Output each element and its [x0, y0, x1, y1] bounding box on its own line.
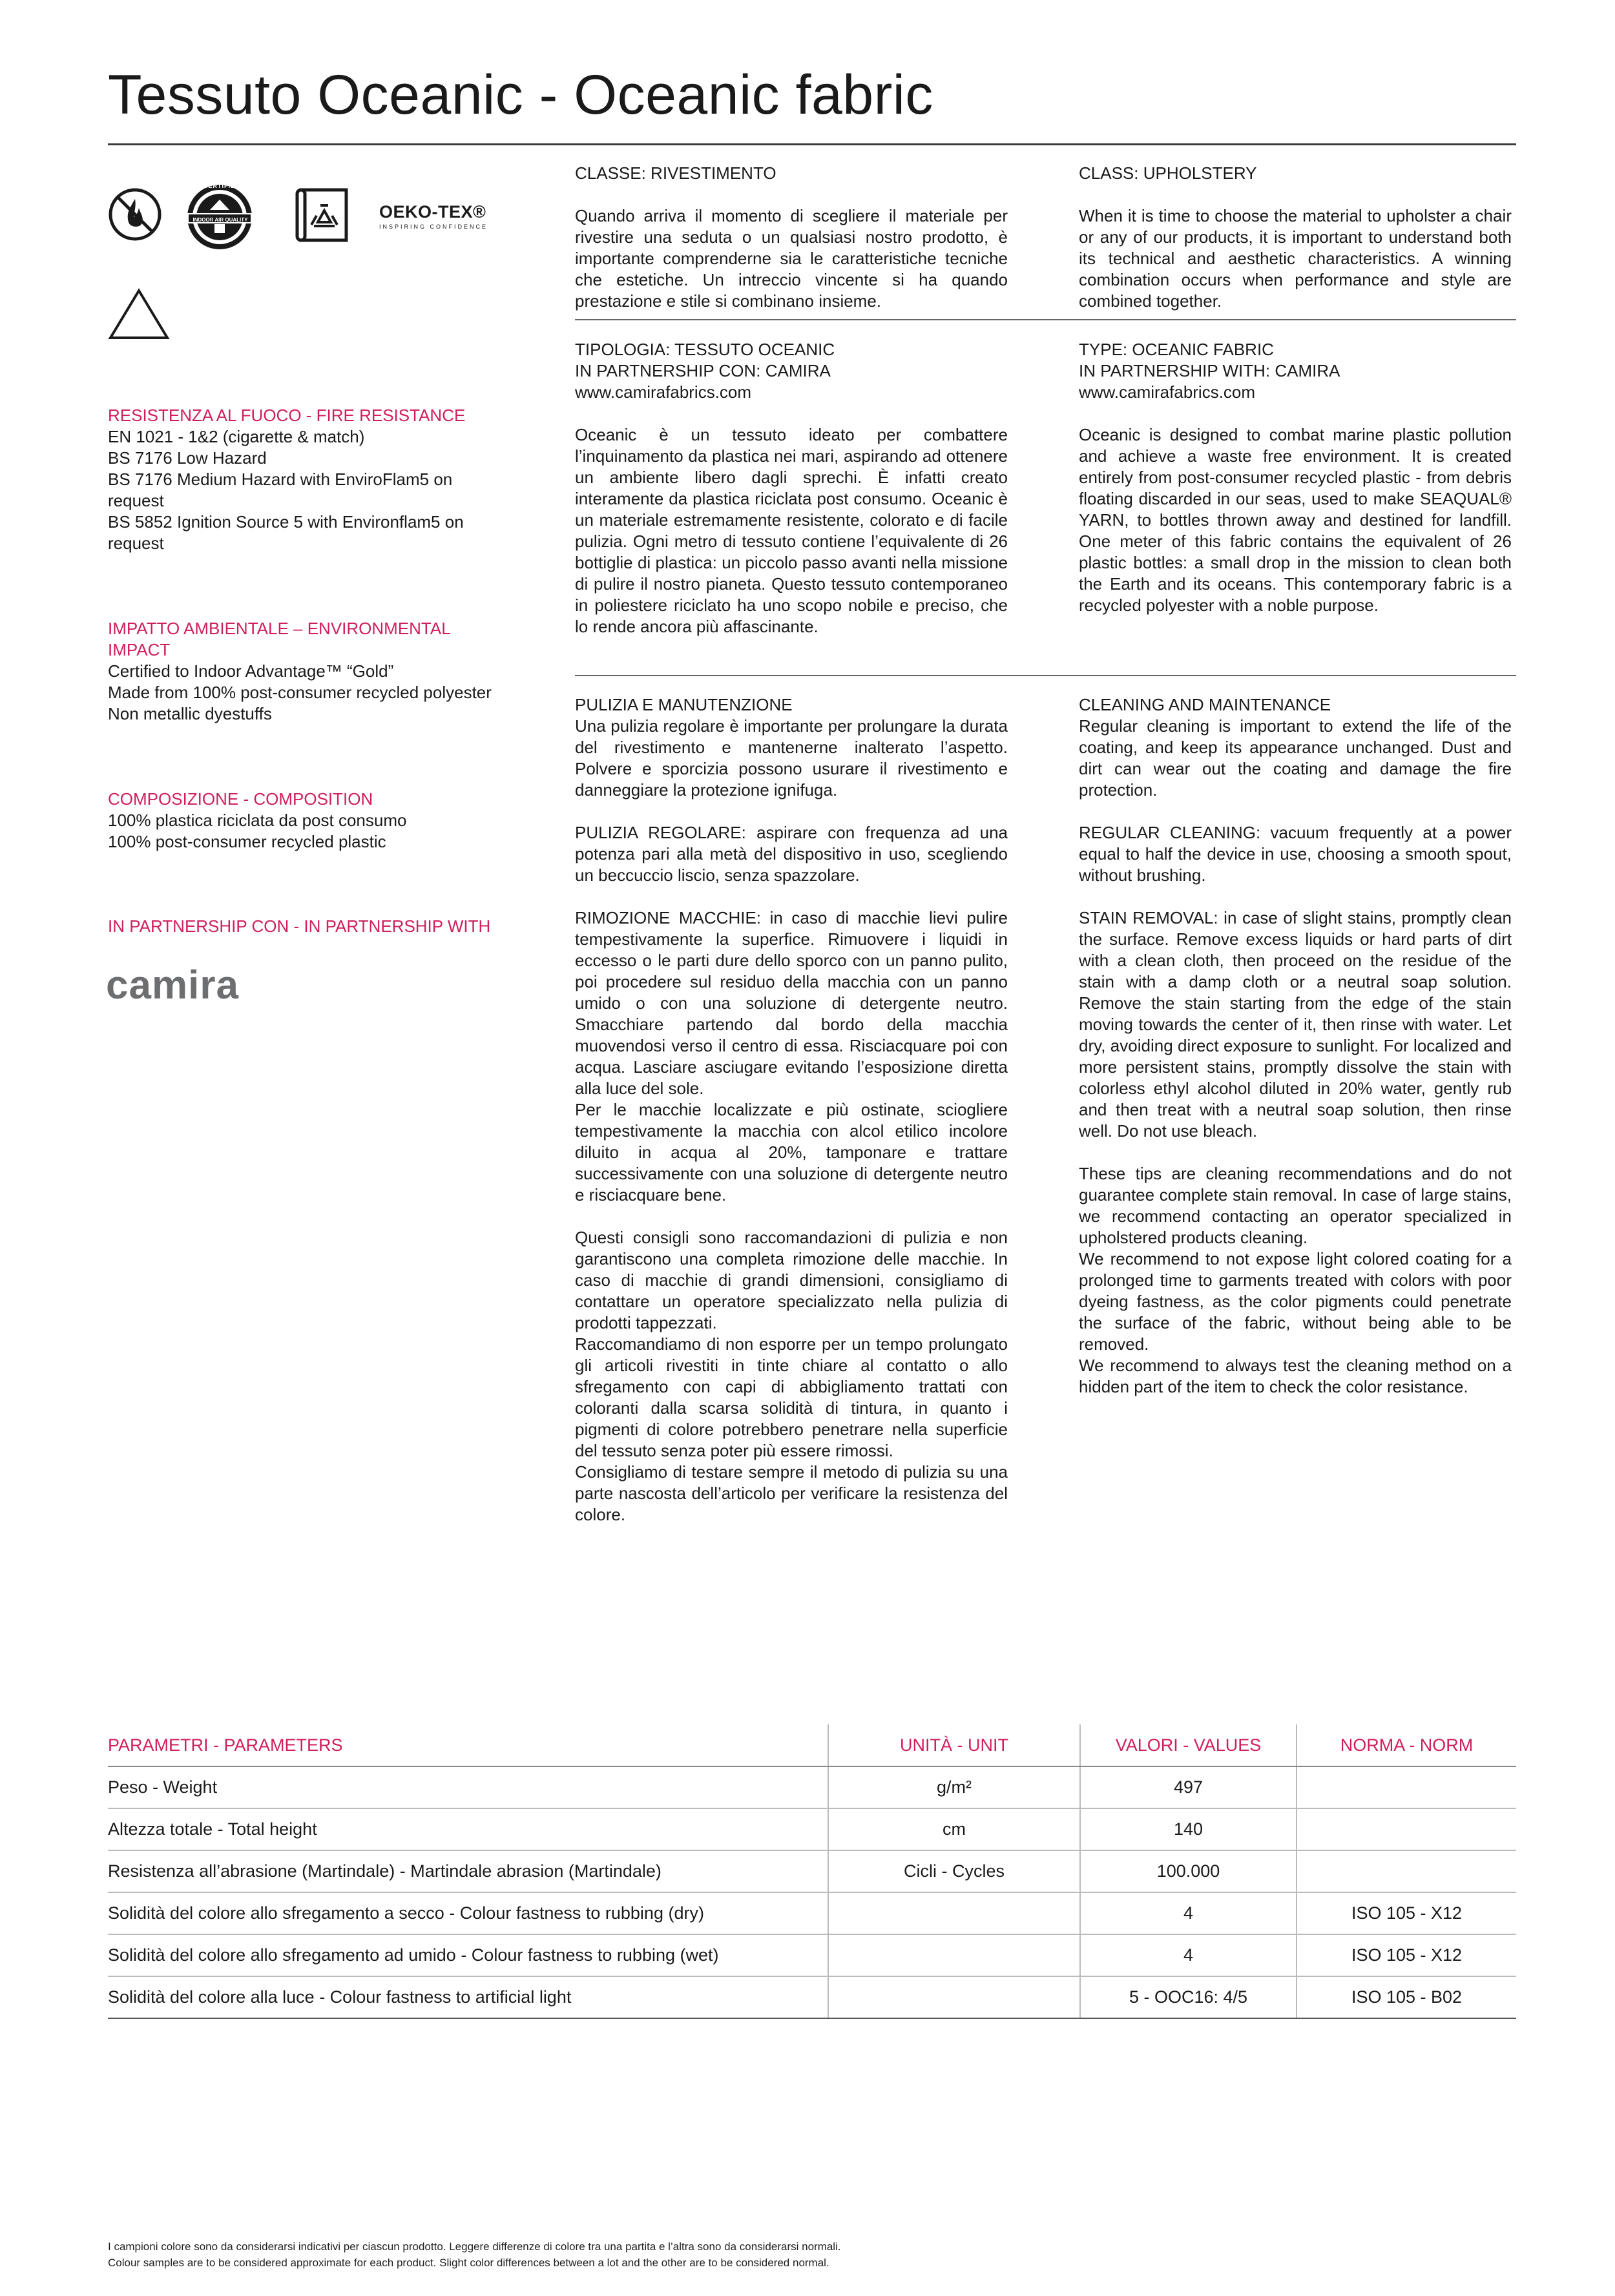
- stain-removal-2-it: Per le macchie localizzate e più ostinate, sciogliere tempestivamente la macchia con alcol etilico incolore diluito in acqua al 20%, tamponare e trattare successivamente con una soluzione di detergente neutro e risciacquare bene.: [575, 1100, 1008, 1205]
- param-unit: [828, 1934, 1080, 1976]
- env-line: Non metallic dyestuffs: [108, 704, 272, 723]
- fire-resistance-heading: RESISTENZA AL FUOCO - FIRE RESISTANCE: [108, 406, 466, 425]
- tips-1-en: These tips are cleaning recommendations and do not guarantee complete stain removal. In case of large stains, we recommend contacting an operator specialized in upholstered products cleaning.: [1079, 1164, 1512, 1247]
- italian-type-block: [575, 339, 1008, 659]
- param-norm: [1297, 1850, 1516, 1892]
- param-unit: cm: [828, 1808, 1080, 1850]
- cleaning-heading-en: CLEANING AND MAINTENANCE: [1079, 695, 1331, 714]
- stain-removal-it: RIMOZIONE MACCHIE: in caso di macchie lievi pulire tempestivamente la superfice. Rimuovere i liquidi in eccesso o le parti dure dello sporco con un panno pulito, poi procedere sul residuo della macchia con un panno umido o con una soluzione di detergente neutro. Smacchiare partendo dal bordo della macchia muovendosi verso il centro di essa. Risciacquare poi con acqua. Lasciare asciugare evitando l’esposizione diretta alla luce del sole.: [575, 908, 1008, 1098]
- english-column: [1079, 163, 1512, 333]
- param-name: Resistenza all’abrasione (Martindale) - Martindale abrasion (Martindale): [108, 1850, 828, 1892]
- url-it: www.camirafabrics.com: [575, 382, 752, 402]
- param-name: Peso - Weight: [108, 1766, 828, 1808]
- url-en: www.camirafabrics.com: [1079, 382, 1256, 402]
- tips-1-it: Questi consigli sono raccomandazioni di pulizia e non garantiscono una completa rimozione delle macchie. In caso di macchie di grandi dimensioni, consigliamo di contattare un operatore specializzato nella pulizia di prodotti tappezzati.: [575, 1228, 1008, 1332]
- type-text-it: Oceanic è un tessuto ideato per combattere l’inquinamento da plastica nei mari, aspirando ad ottenere un ambiente libero dagli sprechi. È infatti creato interamente da plastica riciclata post consumo. Oceanic è un materiale estremamente resistente, colorato e di facile pulizia. Ogni metro di tessuto contiene l’equivalente di 26 bottiglie di plastica: un piccolo passo avanti nella missione di pulire il nostro pianeta. Questo tessuto contemporaneo in poliestere riciclato ha uno scopo nobile e preciso, che lo rende ancora più affascinante.: [575, 425, 1008, 636]
- fire-line: BS 7176 Medium Hazard with EnviroFlam5 on request: [108, 470, 453, 510]
- param-norm: ISO 105 - B02: [1297, 1976, 1516, 2018]
- page-title: Tessuto Oceanic - Oceanic fabric: [108, 64, 933, 126]
- section-divider: [575, 319, 1516, 320]
- recycled-roll-icon: [292, 187, 353, 243]
- class-text-en: When it is time to choose the material to upholster a chair or any of our products, it is important to understand both its technical and aesthetic characteristics. A winning combination occurs when performance and style are combined together.: [1079, 206, 1512, 311]
- cleaning-text-en: Regular cleaning is important to extend the life of the coating, and keep its appearance unchanged. Dust and dirt can wear out the coating and damage the fire protection.: [1079, 716, 1512, 800]
- class-heading-en: CLASS: UPHOLSTERY: [1079, 163, 1257, 183]
- cleaning-heading-it: PULIZIA E MANUTENZIONE: [575, 695, 793, 714]
- param-name: Solidità del colore allo sfregamento a secco - Colour fastness to rubbing (dry): [108, 1892, 828, 1934]
- type-text-en: Oceanic is designed to combat marine plastic pollution and achieve a waste free environment. It is created entirely from post-consumer recycled plastic - from debris floating discarded in our seas, used to make SEAQUAL® YARN, to bottles thrown away and destined for landfill. One meter of this fabric contains the equivalent of 26 plastic bottles: a small drop in the mission to clean both the Earth and its oceans. This contemporary fabric is a recycled polyester with a noble purpose.: [1079, 425, 1512, 615]
- italian-column: [575, 163, 1008, 333]
- table-header-row: [108, 1724, 1516, 1766]
- badge-text-bottom: INDOOR AIR QUALITY: [193, 217, 248, 223]
- fire-resistance-section: [108, 405, 508, 554]
- english-cleaning-block: [1079, 694, 1512, 1398]
- table-row: [108, 1976, 1516, 2018]
- env-line: Made from 100% post-consumer recycled polyester: [108, 683, 492, 702]
- footer-en: Colour samples are to be considered approximate for each product. Slight color differences between a lot and the other are to be considered normal.: [108, 2257, 829, 2269]
- tips-3-it: Consigliamo di testare sempre il metodo di pulizia su una parte nascosta dell’articolo per verificare la resistenza del colore.: [575, 1462, 1008, 1524]
- param-norm: ISO 105 - X12: [1297, 1934, 1516, 1976]
- param-value: 497: [1080, 1766, 1297, 1808]
- param-unit: [828, 1976, 1080, 2018]
- certification-icons: [108, 184, 508, 255]
- table-row: [108, 1850, 1516, 1892]
- param-value: 5 - OOC16: 4/5: [1080, 1976, 1297, 2018]
- fire-retardant-icon: [108, 187, 162, 242]
- param-name: Altezza totale - Total height: [108, 1808, 828, 1850]
- table-row: [108, 1808, 1516, 1850]
- composition-section: [108, 789, 508, 853]
- param-header: PARAMETRI - PARAMETERS: [108, 1724, 828, 1766]
- table-row: [108, 1934, 1516, 1976]
- param-value: 100.000: [1080, 1850, 1297, 1892]
- param-value: 4: [1080, 1892, 1297, 1934]
- tips-2-en: We recommend to not expose light colored coating for a prolonged time to garments treated with colors with poor dyeing fastness, as the color pigments could penetrate the surface of the fabric, without being able to be removed.: [1079, 1249, 1512, 1354]
- class-heading-it: CLASSE: RIVESTIMENTO: [575, 163, 776, 183]
- param-unit: g/m²: [828, 1766, 1080, 1808]
- table-row: [108, 1892, 1516, 1934]
- param-norm: [1297, 1766, 1516, 1808]
- type-heading-it: TIPOLOGIA: TESSUTO OCEANIC: [575, 340, 835, 359]
- fire-line: BS 5852 Ignition Source 5 with Environflam5 on request: [108, 512, 464, 553]
- regular-cleaning-it: PULIZIA REGOLARE: aspirare con frequenza ad una potenza pari alla metà del dispositivo in uso, scegliendo un beccuccio liscio, senza spazzolare.: [575, 823, 1008, 885]
- composition-line: 100% plastica riciclata da post consumo: [108, 811, 407, 830]
- param-value: 140: [1080, 1808, 1297, 1850]
- param-value: 4: [1080, 1934, 1297, 1976]
- value-header: VALORI - VALUES: [1080, 1724, 1297, 1766]
- class-text-it: Quando arriva il momento di scegliere il materiale per rivestire una seduta o un qualsiasi nostro prodotto, è importante comprenderne sia le caratteristiche tecniche che estetiche. Un intreccio vincente si ha quando prestazione e stile si combinano insieme.: [575, 206, 1008, 311]
- tips-2-it: Raccomandiamo di non esporre per un tempo prolungato gli articoli rivestiti in tinte chiare al contatto o allo sfregamento con capi di abbigliamento trattati con coloranti dalla scarsa solidità di tintura, in quanto i pigmenti di colore potrebbero penetrare nella superficie del tessuto senza poter più essere rimossi.: [575, 1334, 1008, 1460]
- footer-it: I campioni colore sono da considerarsi indicativi per ciascun prodotto. Leggere differenze di colore tra una partita e l’altra sono da considerarsi normali.: [108, 2240, 841, 2253]
- fire-line: BS 7176 Low Hazard: [108, 448, 267, 468]
- oekotex-label: OEKO-TEX®: [379, 202, 486, 222]
- param-norm: [1297, 1808, 1516, 1850]
- title-divider: [108, 143, 1516, 145]
- camira-logo: camira: [106, 963, 239, 1008]
- english-type-block: [1079, 339, 1512, 637]
- oekotex-logo: [379, 202, 488, 230]
- partnership-heading: IN PARTNERSHIP CON - IN PARTNERSHIP WITH: [108, 916, 491, 936]
- param-norm: ISO 105 - X12: [1297, 1892, 1516, 1934]
- composition-line: 100% post-consumer recycled plastic: [108, 832, 386, 851]
- type-heading-en: TYPE: OCEANIC FABRIC: [1079, 340, 1274, 359]
- tips-3-en: We recommend to always test the cleaning method on a hidden part of the item to check the color resistance.: [1079, 1356, 1512, 1396]
- environmental-impact-heading: IMPATTO AMBIENTALE – ENVIRONMENTAL IMPACT: [108, 619, 450, 659]
- italian-cleaning-block: [575, 694, 1008, 1525]
- footer-disclaimer: [108, 2239, 841, 2271]
- table-row: [108, 1766, 1516, 1808]
- warning-triangle-icon: [108, 287, 170, 340]
- param-unit: Cicli - Cycles: [828, 1850, 1080, 1892]
- regular-cleaning-en: REGULAR CLEANING: vacuum frequently at a power equal to half the device in use, choosing a smooth spout, without brushing.: [1079, 823, 1512, 885]
- param-name: Solidità del colore alla luce - Colour fastness to artificial light: [108, 1976, 828, 2018]
- section-divider: [575, 675, 1516, 676]
- cleaning-text-it: Una pulizia regolare è importante per prolungare la durata del rivestimento e mantenerne inalterato l’aspetto. Polvere e sporcizia possono usurare il rivestimento e danneggiare la protezione ignifuga.: [575, 716, 1008, 800]
- norm-header: NORMA - NORM: [1297, 1724, 1516, 1766]
- partnership-section: [108, 916, 508, 937]
- param-unit: [828, 1892, 1080, 1934]
- composition-heading: COMPOSIZIONE - COMPOSITION: [108, 789, 373, 809]
- parameters-table: [108, 1724, 1516, 2019]
- stain-removal-en: STAIN REMOVAL: in case of slight stains, promptly clean the surface. Remove excess liquids or hard parts of dirt with a clean cloth, then proceed on the residue of the stain with a damp cloth or a neutral soap solution. Remove the stain starting from the edge of the stain moving towards the center of it, then rinse with water. Let dry, avoiding direct exposure to sunlight. For localized and more persistent stains, promptly dissolve the stain with colorless ethyl alcohol diluted in 20% water, gently rub and then treat with a neutral soap solution, then rinse well. Do not use bleach.: [1079, 908, 1512, 1141]
- partner-line-en: IN PARTNERSHIP WITH: CAMIRA: [1079, 361, 1340, 380]
- oekotex-tagline: INSPIRING CONFIDENCE: [379, 223, 488, 230]
- badge-text-top: CERTIFIED: [203, 183, 240, 189]
- partner-line-it: IN PARTNERSHIP CON: CAMIRA: [575, 361, 831, 380]
- fire-line: EN 1021 - 1&2 (cigarette & match): [108, 427, 365, 446]
- param-name: Solidità del colore allo sfregamento ad umido - Colour fastness to rubbing (wet): [108, 1934, 828, 1976]
- environmental-impact-section: [108, 618, 508, 725]
- env-line: Certified to Indoor Advantage™ “Gold”: [108, 661, 394, 681]
- unit-header: UNITÀ - UNIT: [828, 1724, 1080, 1766]
